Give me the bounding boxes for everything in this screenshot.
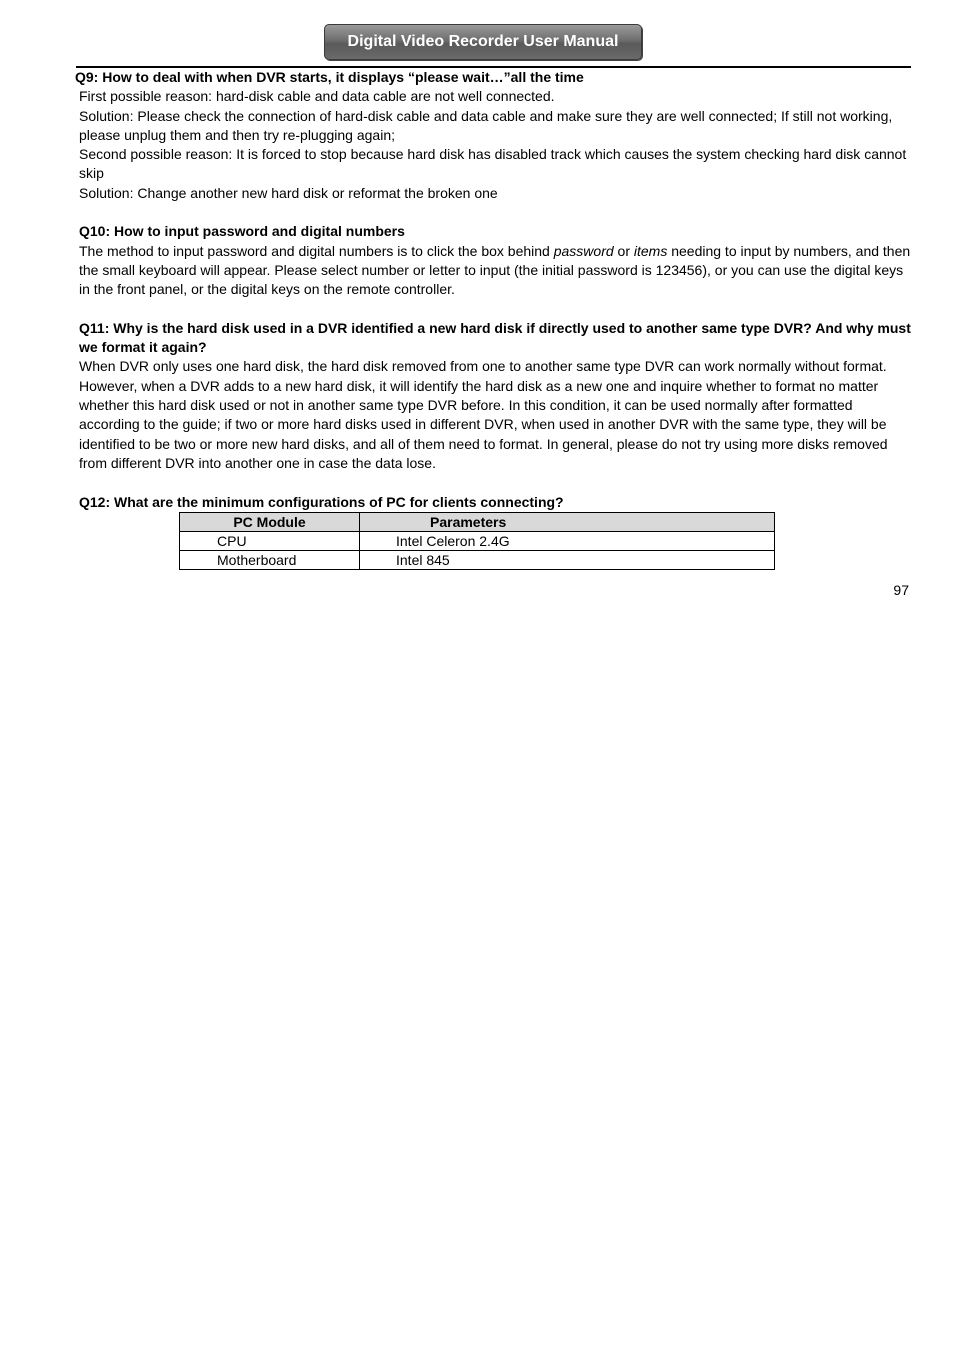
page-number: 97	[893, 582, 909, 598]
q12-heading: Q12: What are the minimum configurations of PC for clients connecting?	[79, 493, 564, 510]
faq-content	[75, 68, 915, 570]
spacer	[79, 203, 915, 222]
pc-config-table-wrapper	[179, 512, 775, 570]
q9-line-2: Solution: Please check the connection of hard-disk cable and data cable and make sure they are well connected; If still not working, please unplug them and then try re-plugging again;	[79, 107, 893, 143]
spacer	[79, 473, 915, 492]
q10-items-term: items	[633, 242, 668, 259]
q11-heading: Q11: Why is the hard disk used in a DVR identified a new hard disk if directly used to another same type DVR? And why must we format it again?	[79, 319, 911, 356]
pc-config-table	[179, 512, 775, 570]
header-parameters: Parameters	[360, 512, 775, 531]
table-row	[180, 531, 775, 550]
q10-password-term: password	[553, 242, 614, 259]
manual-title-badge: Digital Video Recorder User Manual	[324, 24, 642, 60]
cell-module: Motherboard	[180, 550, 360, 569]
q10-text-2: needing to input by numbers, and then the small keyboard will appear. Please select number or letter to input (the initial password is 123456), or you can use the digital keys in the front panel, or the digital keys on the remote controller.	[79, 242, 911, 298]
header-pc-module: PC Module	[180, 512, 360, 531]
q9-line-3: Second possible reason: It is forced to stop because hard disk has disabled track which causes the system checking hard disk cannot skip	[79, 146, 907, 182]
table-row	[180, 550, 775, 569]
q10-text-1: The method to input password and digital numbers is to click the box behind	[79, 242, 554, 259]
spacer	[79, 300, 915, 319]
table-header-row	[180, 512, 775, 531]
q10-answer	[79, 242, 915, 300]
cell-parameter: Intel Celeron 2.4G	[360, 531, 775, 550]
q10-text-or: or	[613, 242, 634, 259]
q9-line-1: First possible reason: hard-disk cable and data cable are not well connected.	[79, 88, 555, 105]
q11-answer: When DVR only uses one hard disk, the hard disk removed from one to another same type DVR can work normally without format. However, when a DVR adds to a new hard disk, it will identify the hard disk as a new one and inquire whether to format no matter whether this hard disk used or not in another same type DVR before. In this condition, it can be used normally after formatted according to the guide; if two or more hard disks used in different DVR, when used in another DVR with the same type, they will be identified to be two or more new hard disks, and all of them need to format. In general, please do not try using more disks removed from different DVR into another one in case the data lose.	[79, 358, 888, 471]
q10-heading: Q10: How to input password and digital numbers	[79, 223, 405, 240]
q9-line-4: Solution: Change another new hard disk or reformat the broken one	[79, 184, 498, 201]
cell-module: CPU	[180, 531, 360, 550]
cell-parameter: Intel 845	[360, 550, 775, 569]
q9-heading: Q9: How to deal with when DVR starts, it displays “please wait…”all the time	[75, 69, 584, 85]
